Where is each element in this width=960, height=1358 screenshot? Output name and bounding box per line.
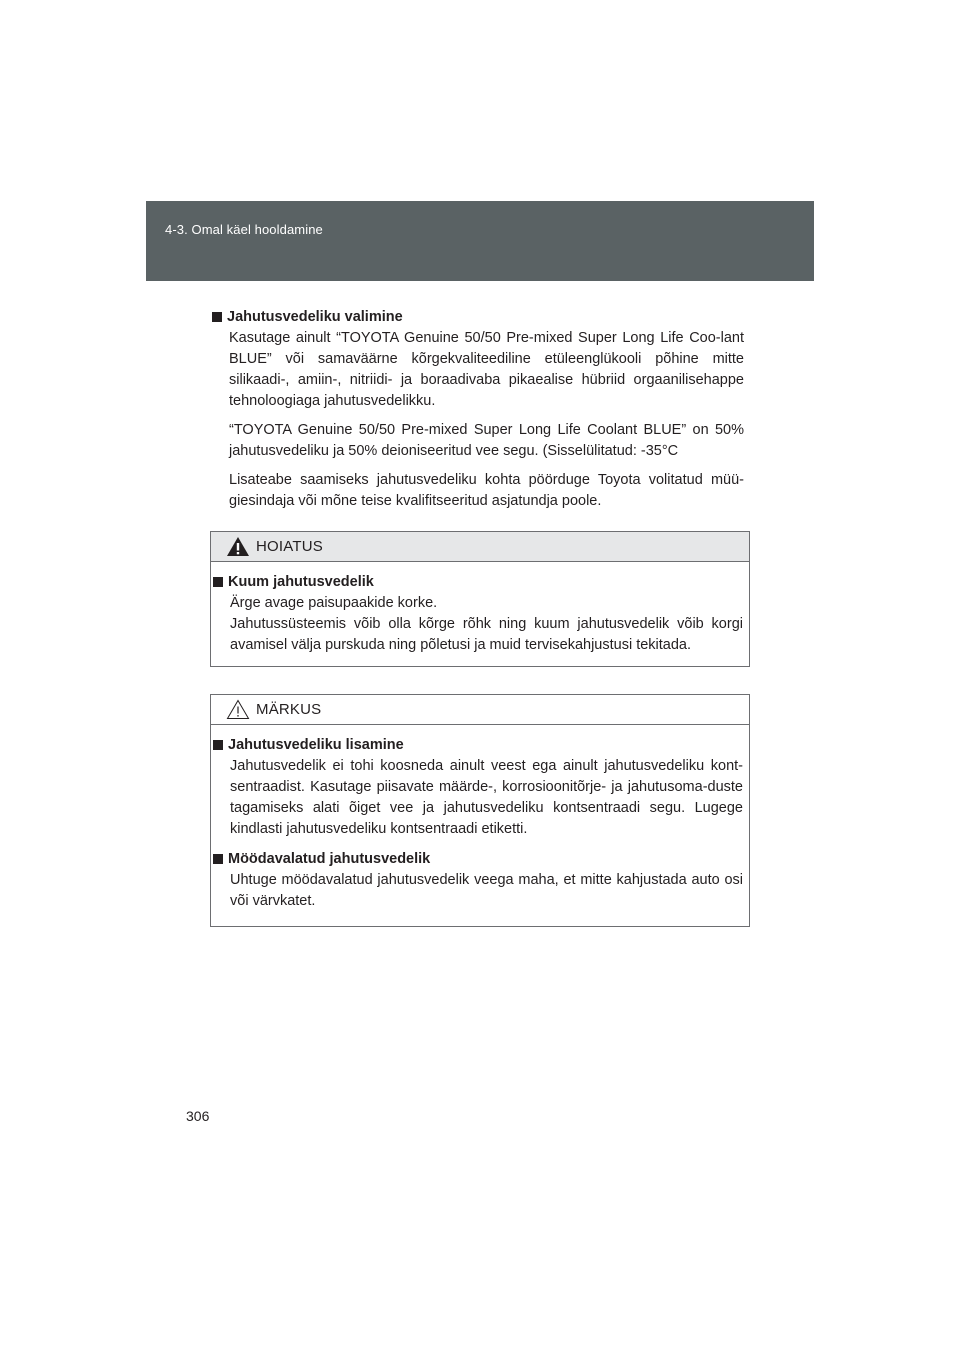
page-number: 306	[186, 1108, 210, 1124]
square-bullet-icon	[213, 740, 223, 750]
heading-text: Jahutusvedeliku lisamine	[228, 737, 404, 753]
notice-text: Uhtuge möödavalatud jahutusvedelik veega maha, et mitte kahjustada auto osi või värvkatet.	[230, 872, 743, 909]
notice-box-header	[211, 695, 749, 725]
warning-line: Ärge avage paisupaakide korke.	[230, 595, 438, 611]
warning-text	[230, 593, 743, 656]
section-header-band	[146, 201, 814, 281]
warning-box-body	[211, 562, 749, 666]
warning-box	[210, 531, 750, 667]
notice-text: Jahutusvedelik ei tohi koosneda ainult veest ega ainult jahutusvedeliku kont-sentraadist. Kasutage piisavate määrde-, korrosioonitõrje- ja jahutusoma-duste tagamiseks alati õiget vee ja jahutusvedeliku kontsentraadi segu. Lugege kindlasti jahutusvedeliku kontsentraadi etiketti.	[230, 758, 743, 837]
paragraph: Kasutage ainult “TOYOTA Genuine 50/50 Pre-mixed Super Long Life Coo-lant BLUE” või samaväärne kõrgekvaliteediline etüleenglükooli põhine mitte silikaadi-, amiin-, nitriidi- ja boraadivaba pikaealise hübriid orgaanilisehappe tehnoloogiaga jahutusvedelikku.	[229, 330, 744, 409]
section-title: 4-3. Omal käel hooldamine	[165, 222, 323, 237]
paragraph: “TOYOTA Genuine 50/50 Pre-mixed Super Long Life Coolant BLUE” on 50% jahutusvedeliku ja 50% deioniseeritud vee segu. (Sisselülitatud: -35°C	[229, 422, 744, 459]
square-bullet-icon	[213, 854, 223, 864]
main-content	[212, 306, 744, 520]
paragraph: Lisateabe saamiseks jahutusvedeliku kohta pöörduge Toyota volitatud müü-giesindaja või mõne teise kvalifitseeritud asjatundja poole.	[229, 472, 744, 509]
notice-heading	[213, 848, 743, 870]
heading-text: Kuum jahutusvedelik	[228, 574, 374, 590]
warning-line: Jahutussüsteemis võib olla kõrge rõhk ning kuum jahutusvedelik võib korgi avamisel välja purskuda ning põletusi ja muid tervisekahjustusi tekitada.	[230, 616, 743, 653]
warning-title: HOIATUS	[256, 538, 323, 555]
square-bullet-icon	[212, 312, 222, 322]
square-bullet-icon	[213, 577, 223, 587]
warning-triangle-icon	[226, 536, 250, 557]
notice-box	[210, 694, 750, 927]
warning-box-header	[211, 532, 749, 562]
warning-heading	[213, 571, 743, 593]
notice-triangle-icon	[226, 699, 250, 720]
heading-text: Jahutusvedeliku valimine	[227, 309, 403, 325]
heading-text: Möödavalatud jahutusvedelik	[228, 851, 431, 867]
notice-heading	[213, 734, 743, 756]
section-heading	[212, 306, 744, 328]
notice-box-body	[211, 725, 749, 926]
notice-title: MÄRKUS	[256, 701, 322, 718]
